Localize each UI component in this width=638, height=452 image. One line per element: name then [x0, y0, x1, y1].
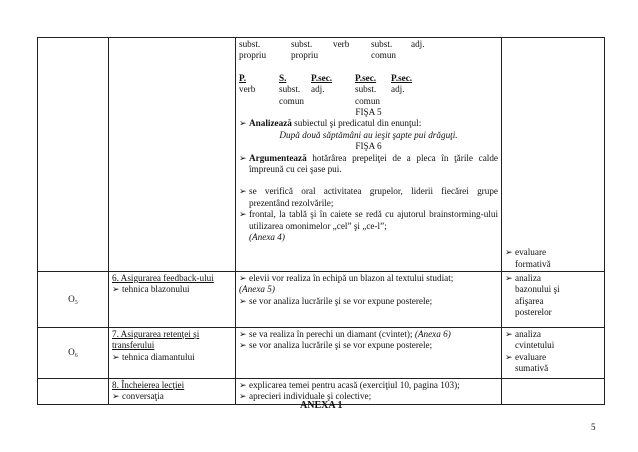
arrow-bullet-icon: ➢	[505, 329, 513, 339]
evaluation-text: evaluare	[515, 247, 547, 258]
part-label: adj.	[311, 84, 325, 95]
arrow-bullet-icon: ➢	[239, 380, 247, 390]
technique-item	[112, 352, 232, 363]
part-label: adj.	[391, 84, 405, 95]
task-verb: Argumentează	[249, 152, 307, 163]
pos-label: subst.	[239, 39, 261, 49]
arrow-bullet-icon: ➢	[112, 284, 120, 295]
part-label: comun	[279, 95, 305, 106]
technique-text: tehnica diamantului	[122, 351, 195, 362]
part-label	[311, 96, 355, 107]
part-label: P.sec.	[311, 72, 333, 83]
technique-item	[112, 391, 232, 402]
arrow-bullet-icon: ➢	[112, 391, 120, 402]
annex-reference: (Anexa 5)	[239, 284, 275, 295]
part-label: comun	[355, 95, 381, 106]
pos-label: verb	[333, 39, 350, 49]
pos-label: subst.	[291, 39, 313, 49]
task-verb: Analizează	[249, 118, 292, 129]
arrow-bullet-icon: ➢	[239, 186, 247, 197]
activity-item	[239, 273, 498, 284]
evaluation-cell	[502, 379, 605, 405]
evaluation-cell	[502, 38, 605, 272]
example-sentence: După două săptămâni au ieşit şapte pui drăguţi.	[279, 129, 458, 140]
objective-cell	[38, 379, 109, 405]
objective-cell	[38, 38, 109, 272]
activity-text: explicarea temei pentru acasă (exerciţiul 10, pagina 103);	[249, 380, 460, 390]
activity-text: se va realiza în perechi un diamant (cvintet);	[249, 329, 413, 339]
technique-text: conversaţia	[122, 391, 164, 402]
task-item	[239, 118, 498, 129]
arrow-bullet-icon: ➢	[239, 152, 247, 163]
part-label: P.	[239, 72, 247, 83]
task-text: subiectul şi predicatul din enunţul:	[291, 118, 422, 129]
arrow-bullet-icon: ➢	[239, 209, 247, 220]
evaluation-text: formativă	[515, 258, 551, 269]
evaluation-text: bazonului şi	[515, 284, 560, 295]
arrow-bullet-icon: ➢	[505, 351, 513, 362]
sentence-parts-line	[239, 96, 498, 107]
activity-text: frontal, la tablă şi în caiete se redă cu ajutorul brainstorming-ului utilizarea omonimelor „cel” şi „ce-l”;	[249, 209, 498, 231]
annex-reference: (Anexa 4)	[249, 232, 285, 243]
step-cell	[109, 379, 236, 405]
evaluation-text: sumativă	[515, 363, 549, 374]
arrow-bullet-icon: ➢	[239, 329, 247, 339]
activity-item	[239, 186, 498, 209]
worksheet-title: FIŞA 6	[355, 141, 382, 152]
evaluation-text: analiza	[515, 329, 542, 339]
activity-item	[239, 209, 498, 243]
part-label: verb	[239, 84, 256, 95]
parts-of-speech-line	[239, 50, 498, 61]
pos-label: subst.	[371, 39, 393, 49]
annex-title: ANEXA 1	[300, 400, 343, 411]
pos-label	[333, 50, 371, 61]
activity-cell	[236, 379, 502, 405]
technique-text: tehnica blazonului	[122, 284, 190, 295]
evaluation-text: evaluare	[515, 351, 547, 362]
activity-text: se verifică oral activitatea grupelor, liderii fiecărei grupe prezentând rezolvările;	[249, 186, 498, 208]
lesson-plan-table	[37, 37, 605, 405]
parts-of-speech-line	[239, 39, 498, 50]
step-title: 7. Asigurarea retenţei şi	[112, 329, 200, 339]
technique-item	[112, 284, 232, 295]
arrow-bullet-icon: ➢	[505, 247, 513, 258]
evaluation-text: cvintetului	[515, 340, 555, 351]
pos-label: propriu	[239, 50, 267, 61]
step-cell	[109, 38, 236, 272]
worksheet-title: FIŞA 5	[355, 107, 382, 118]
activity-cell	[236, 272, 502, 328]
arrow-bullet-icon: ➢	[239, 340, 247, 351]
activity-text: elevii vor realiza în echipă un blazon al textului studiat;	[249, 273, 454, 283]
activity-cell	[236, 38, 502, 272]
step-cell	[109, 272, 236, 328]
sentence-parts-line	[239, 84, 498, 95]
activity-item	[239, 380, 498, 391]
task-text: hotărârea prepeliţei de a pleca în ţările calde împreună cu cei şase pui.	[249, 152, 498, 175]
evaluation-cell	[502, 272, 605, 328]
activity-text: se vor analiza lucrările şi se vor expune posterele;	[249, 295, 433, 306]
part-label	[239, 96, 279, 107]
pos-label	[411, 50, 451, 61]
annex-reference: (Anexa 6)	[414, 329, 451, 339]
activity-item	[239, 296, 498, 307]
evaluation-item	[505, 247, 601, 270]
pos-label: adj.	[411, 39, 425, 49]
part-label	[391, 96, 431, 107]
activity-text: se vor analiza lucrările şi se vor expune posterele;	[249, 340, 433, 351]
activity-cell	[236, 328, 502, 379]
step-title: transferului	[112, 340, 155, 351]
arrow-bullet-icon: ➢	[112, 351, 120, 362]
evaluation-cell	[502, 328, 605, 379]
activity-item	[239, 391, 498, 402]
evaluation-item	[505, 352, 601, 375]
pos-label: comun	[371, 50, 397, 61]
table-row	[38, 328, 605, 379]
activity-text: aprecieri individuale şi colective;	[249, 391, 372, 402]
objective-cell: O₆	[38, 328, 109, 379]
arrow-bullet-icon: ➢	[239, 391, 247, 402]
objective-cell: O₅	[38, 272, 109, 328]
part-label: S.	[279, 72, 287, 83]
arrow-bullet-icon: ➢	[239, 273, 247, 283]
arrow-bullet-icon: ➢	[239, 118, 247, 129]
part-label: subst.	[355, 84, 377, 95]
step-title: 6. Asigurarea feedback-ului	[112, 273, 214, 283]
table-row	[38, 272, 605, 328]
evaluation-item	[505, 273, 601, 319]
sentence-parts-line	[239, 73, 498, 84]
arrow-bullet-icon: ➢	[505, 273, 513, 283]
evaluation-item	[505, 329, 601, 352]
step-cell	[109, 328, 236, 379]
page-number: 5	[591, 422, 596, 432]
evaluation-text: analiza	[515, 273, 542, 283]
evaluation-text: posterelor	[515, 307, 552, 318]
step-title: 8. Încheierea lecţiei	[112, 380, 185, 390]
task-item	[239, 153, 498, 176]
table-row	[38, 38, 605, 272]
activity-item	[239, 329, 498, 340]
pos-label: propriu	[291, 50, 319, 61]
part-label: subst.	[279, 84, 301, 95]
part-label: P.sec.	[391, 72, 413, 83]
activity-item	[239, 340, 498, 351]
evaluation-text: afişarea	[515, 295, 544, 306]
arrow-bullet-icon: ➢	[239, 295, 247, 306]
part-label: P.sec.	[355, 72, 377, 83]
